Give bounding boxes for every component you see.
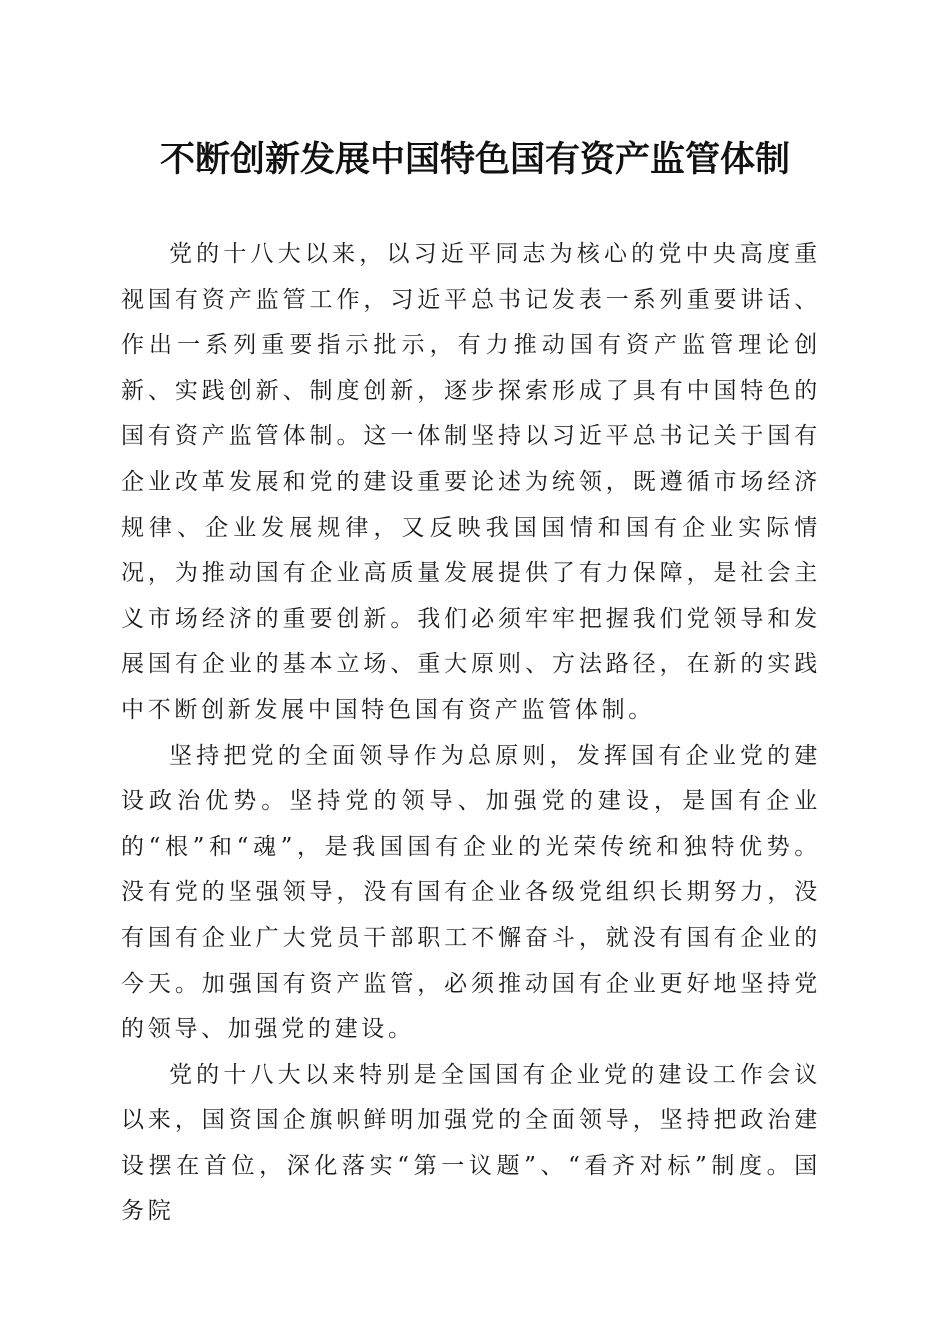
paragraph-1: 党的十八大以来，以习近平同志为核心的党中央高度重视国有资产监管工作，习近平总书记发表一系列重要讲话、作出一系列重要指示批示，有力推动国有资产监管理论创新、实践创新、制度创新，逐步探索形成了具有中国特色的国有资产监管体制。这一体制坚持以习近平总书记关于国有企业改革发展和党的建设重要论述为统领，既遵循市场经济规律、企业发展规律，又反映我国国情和国有企业实际情况，为推动国有企业高质量发展提供了有力保障，是社会主义市场经济的重要创新。我们必须牢牢把握我们党领导和发展国有企业的基本立场、重大原则、方法路径，在新的实践中不断创新发展中国特色国有资产监管体制。 [121, 241, 821, 723]
document-title: 不断创新发展中国特色国有资产监管体制 [159, 139, 790, 180]
paragraph-3: 党的十八大以来特别是全国国有企业党的建设工作会议以来，国资国企旗帜鲜明加强党的全面领导，坚持把政治建设摆在首位，深化落实“第一议题”、“看齐对标”制度。国务院 [121, 1061, 821, 1225]
paragraph-2: 坚持把党的全面领导作为总原则，发挥国有企业党的建设政治优势。坚持党的领导、加强党的建设，是国有企业的“根”和“魂”，是我国国有企业的光荣传统和独特优势。没有党的坚强领导，没有国有企业各级党组织长期努力，没有国有企业广大党员干部职工不懈奋斗，就没有国有企业的今天。加强国有资产监管，必须推动国有企业更好地坚持党的领导、加强党的建设。 [121, 742, 821, 1043]
document-body [121, 232, 821, 1235]
